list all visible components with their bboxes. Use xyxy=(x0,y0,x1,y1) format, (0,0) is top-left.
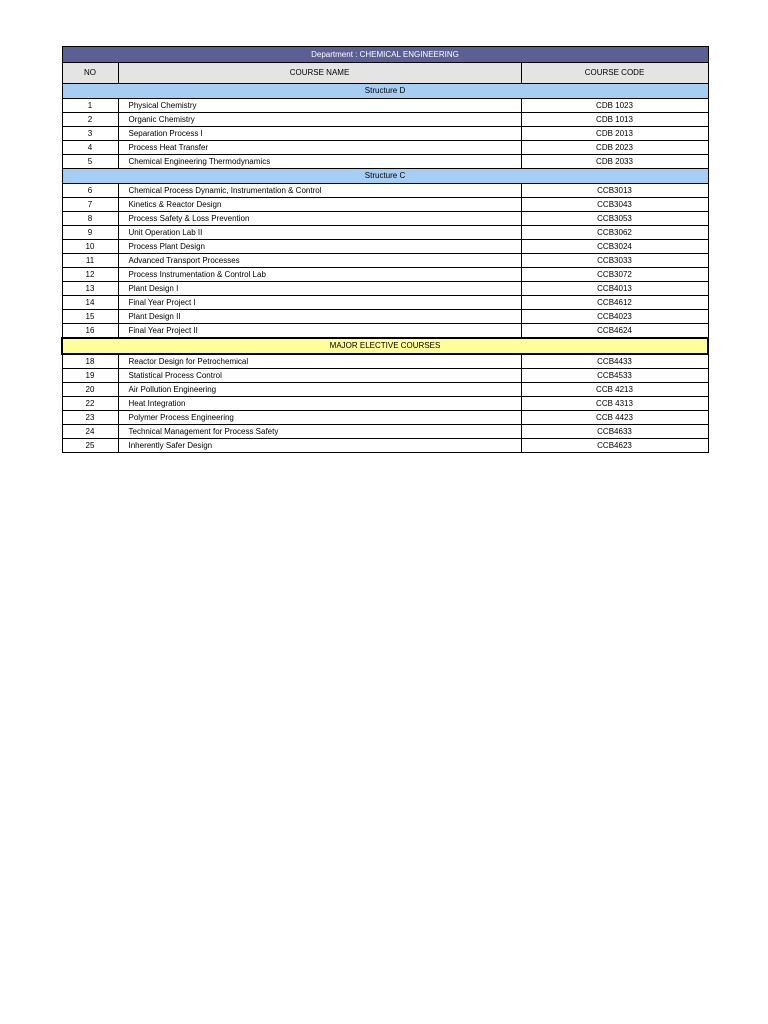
course-number: 19 xyxy=(62,369,118,383)
course-code: CCB4633 xyxy=(521,425,708,439)
course-name: Process Heat Transfer xyxy=(118,141,521,155)
course-name: Advanced Transport Processes xyxy=(118,254,521,268)
course-name: Technical Management for Process Safety xyxy=(118,425,521,439)
course-number: 7 xyxy=(62,198,118,212)
course-code: CCB4023 xyxy=(521,310,708,324)
course-number: 25 xyxy=(62,439,118,453)
course-number: 23 xyxy=(62,411,118,425)
course-name: Reactor Design for Petrochemical xyxy=(118,354,521,369)
table-row xyxy=(62,113,708,127)
table-row xyxy=(62,439,708,453)
course-code: CCB3013 xyxy=(521,184,708,198)
table-row xyxy=(62,383,708,397)
table-row xyxy=(62,324,708,339)
department-title-row xyxy=(62,47,708,63)
course-table-body xyxy=(62,84,708,453)
course-code: CCB3053 xyxy=(521,212,708,226)
table-row xyxy=(62,397,708,411)
course-number: 8 xyxy=(62,212,118,226)
course-code: CDB 2013 xyxy=(521,127,708,141)
course-name: Statistical Process Control xyxy=(118,369,521,383)
section-title: Structure D xyxy=(62,84,708,99)
course-name: Final Year Project II xyxy=(118,324,521,339)
course-code: CDB 2023 xyxy=(521,141,708,155)
course-number: 24 xyxy=(62,425,118,439)
course-name: Process Safety & Loss Prevention xyxy=(118,212,521,226)
course-name: Unit Operation Lab II xyxy=(118,226,521,240)
course-code: CCB3043 xyxy=(521,198,708,212)
course-code: CCB3033 xyxy=(521,254,708,268)
course-code: CCB4624 xyxy=(521,324,708,339)
course-number: 6 xyxy=(62,184,118,198)
course-number: 2 xyxy=(62,113,118,127)
course-code: CCB4533 xyxy=(521,369,708,383)
course-list-sheet xyxy=(61,46,707,453)
course-number: 13 xyxy=(62,282,118,296)
table-row xyxy=(62,411,708,425)
course-code: CDB 1023 xyxy=(521,99,708,113)
course-number: 1 xyxy=(62,99,118,113)
course-name: Plant Design II xyxy=(118,310,521,324)
course-number: 4 xyxy=(62,141,118,155)
course-name: Inherently Safer Design xyxy=(118,439,521,453)
course-number: 9 xyxy=(62,226,118,240)
section-header-row xyxy=(62,169,708,184)
course-code: CDB 1013 xyxy=(521,113,708,127)
section-header-row xyxy=(62,84,708,99)
table-row xyxy=(62,369,708,383)
header-course-code: COURSE CODE xyxy=(521,63,708,84)
course-number: 12 xyxy=(62,268,118,282)
course-name: Process Instrumentation & Control Lab xyxy=(118,268,521,282)
course-number: 18 xyxy=(62,354,118,369)
course-code: CCB3072 xyxy=(521,268,708,282)
course-number: 22 xyxy=(62,397,118,411)
table-row xyxy=(62,141,708,155)
course-code: CCB 4313 xyxy=(521,397,708,411)
table-row xyxy=(62,226,708,240)
course-name: Chemical Engineering Thermodynamics xyxy=(118,155,521,169)
course-code: CCB4623 xyxy=(521,439,708,453)
course-name: Plant Design I xyxy=(118,282,521,296)
table-row xyxy=(62,240,708,254)
course-number: 10 xyxy=(62,240,118,254)
course-number: 14 xyxy=(62,296,118,310)
course-name: Kinetics & Reactor Design xyxy=(118,198,521,212)
course-code: CCB3024 xyxy=(521,240,708,254)
table-row xyxy=(62,268,708,282)
course-number: 5 xyxy=(62,155,118,169)
course-name: Heat Integration xyxy=(118,397,521,411)
column-header-row xyxy=(62,63,708,84)
section-title: Structure C xyxy=(62,169,708,184)
course-number: 20 xyxy=(62,383,118,397)
table-row xyxy=(62,354,708,369)
course-table xyxy=(61,46,709,453)
table-row xyxy=(62,212,708,226)
section-title: MAJOR ELECTIVE COURSES xyxy=(62,338,708,354)
course-number: 3 xyxy=(62,127,118,141)
course-code: CCB 4213 xyxy=(521,383,708,397)
header-course-name: COURSE NAME xyxy=(118,63,521,84)
course-name: Organic Chemistry xyxy=(118,113,521,127)
course-number: 11 xyxy=(62,254,118,268)
table-row xyxy=(62,296,708,310)
course-code: CDB 2033 xyxy=(521,155,708,169)
table-row xyxy=(62,425,708,439)
course-code: CCB4013 xyxy=(521,282,708,296)
course-name: Process Plant Design xyxy=(118,240,521,254)
department-title: Department : CHEMICAL ENGINEERING xyxy=(62,47,708,63)
course-name: Air Pollution Engineering xyxy=(118,383,521,397)
table-row xyxy=(62,254,708,268)
course-code: CCB3062 xyxy=(521,226,708,240)
course-code: CCB4433 xyxy=(521,354,708,369)
table-row xyxy=(62,99,708,113)
course-number: 16 xyxy=(62,324,118,339)
course-code: CCB4612 xyxy=(521,296,708,310)
course-number: 15 xyxy=(62,310,118,324)
course-name: Separation Process I xyxy=(118,127,521,141)
table-row xyxy=(62,198,708,212)
header-no: NO xyxy=(62,63,118,84)
table-row xyxy=(62,155,708,169)
course-name: Polymer Process Engineering xyxy=(118,411,521,425)
table-row xyxy=(62,310,708,324)
section-header-row xyxy=(62,338,708,354)
table-row xyxy=(62,282,708,296)
course-name: Chemical Process Dynamic, Instrumentation & Control xyxy=(118,184,521,198)
table-row xyxy=(62,127,708,141)
course-name: Final Year Project I xyxy=(118,296,521,310)
table-row xyxy=(62,184,708,198)
course-name: Physical Chemistry xyxy=(118,99,521,113)
course-code: CCB 4423 xyxy=(521,411,708,425)
